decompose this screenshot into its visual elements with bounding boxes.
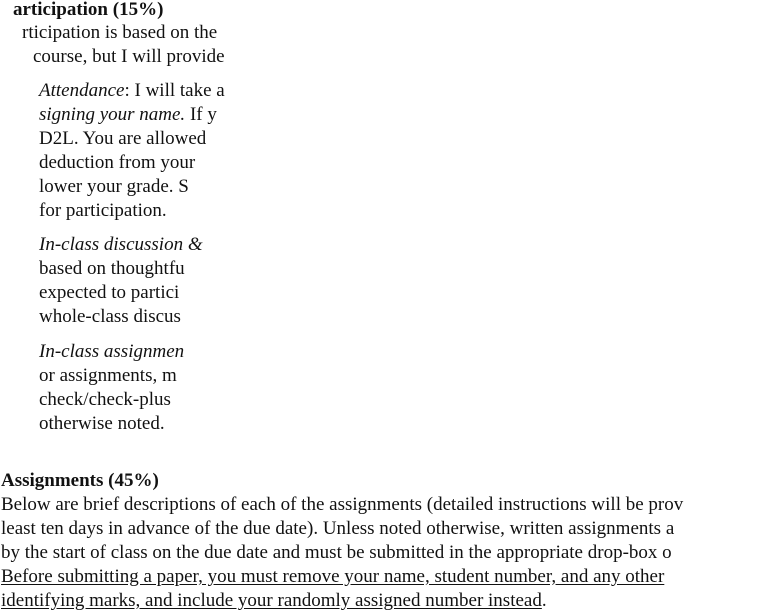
assignments-underlined-line-1: Before submitting a paper, you must remove your name, student number, and any other (1, 566, 665, 587)
assignments-line-1: Below are brief descriptions of each of the assignments (detailed instructions will be prov (1, 494, 684, 515)
attendance-line-2-rest: If y (185, 104, 217, 125)
assignments-line-3: by the start of class on the due date and must be submitted in the appropriate drop-box o (1, 542, 672, 563)
discussion-line-1: based on thoughtfu (39, 258, 185, 279)
participation-intro-line-2: course, but I will provide (33, 46, 225, 67)
attendance-line-2-italic: signing your name. (39, 104, 186, 125)
attendance-line-3: D2L. You are allowed (39, 128, 207, 149)
assignments-heading: Assignments (45%) (1, 470, 159, 491)
inclass-assignments-line-2: check/check-plus (39, 389, 171, 410)
attendance-line-5: lower your grade. S (39, 176, 189, 197)
assignments-underlined-line-2 (1, 589, 547, 613)
attendance-line-6: for participation. (39, 200, 167, 221)
attendance-line-2 (39, 103, 217, 127)
inclass-assignments-line-3: otherwise noted. (39, 413, 165, 434)
inclass-assignments-line-1: or assignments, m (39, 365, 177, 386)
participation-intro-line-1: rticipation is based on the (22, 22, 218, 43)
attendance-term: Attendance (39, 80, 125, 101)
assignments-line-2: least ten days in advance of the due date). Unless noted otherwise, written assignments a (1, 518, 675, 539)
attendance-line-1 (39, 79, 225, 103)
attendance-line-1-rest: : I will take a (124, 80, 225, 101)
discussion-term: In-class discussion & (39, 234, 203, 255)
discussion-line-2: expected to partici (39, 282, 180, 303)
participation-heading: articipation (15%) (13, 0, 164, 20)
inclass-assignments-term: In-class assignmen (39, 341, 185, 362)
assignments-underlined-text: identifying marks, and include your randomly assigned number instead (1, 590, 542, 611)
attendance-line-4: deduction from your (39, 152, 196, 173)
discussion-line-3: whole-class discus (39, 306, 181, 327)
assignments-final-period: . (541, 590, 547, 611)
